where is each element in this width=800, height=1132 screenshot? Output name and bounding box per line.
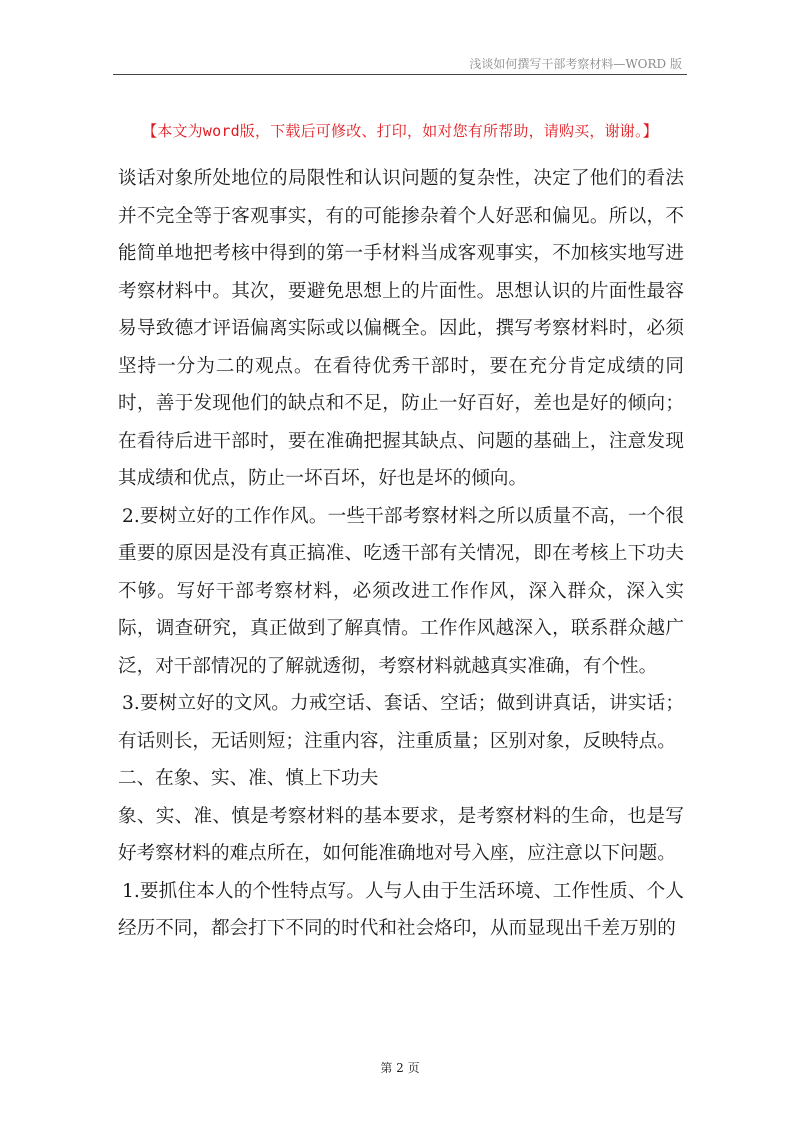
document-body [118,160,684,948]
paragraph: 2.要树立好的工作作风。一些干部考察材料之所以质量不高，一个很重要的原因是没有真正搞准、吃透干部有关情况，即在考核上下功夫不够。写好干部考察材料，必须改进工作作风，深入群众，深入实际，调查研究，真正做到了解真情。工作作风越深入，联系群众越广泛，对干部情况的了解就透彻，考察材料就越真实准确，有个性。 [118,505,684,677]
paragraph: 象、实、准、慎是考察材料的基本要求，是考察材料的生命，也是写好考察材料的难点所在，如何能准确地对号入座，应注意以下问题。 [118,805,684,864]
header-divider [113,74,687,75]
document-header-title: 浅谈如何撰写干部考察材料—WORD 版 [469,57,682,71]
paragraph: 3.要树立好的文风。力戒空话、套话、空话；做到讲真话，讲实话；有话则长，无话则短；注重内容，注重质量；区别对象，反映特点。 [118,693,684,752]
page-number: 第 2 页 [380,1061,420,1075]
section-heading: 二、在象、实、准、慎上下功夫 [118,768,379,789]
paragraph: 谈话对象所处地位的局限性和认识问题的复杂性，决定了他们的看法并不完全等于客观事实，有的可能掺杂着个人好恶和偏见。所以，不能简单地把考核中得到的第一手材料当成客观事实，不加核实地写进考察材料中。其次，要避免思想上的片面性。思想认识的片面性最容易导致德才评语偏离实际或以偏概全。因此，撰写考察材料时，必须坚持一分为二的观点。在看待优秀干部时，要在充分肯定成绩的同时，善于发现他们的缺点和不足，防止一好百好，差也是好的倾向；在看待后进干部时，要在准确把握其缺点、问题的基础上，注意发现其成绩和优点，防止一坏百坏，好也是坏的倾向。 [118,168,684,489]
purchase-notice: 【本文为word版，下载后可修改、打印，如对您有所帮助，请购买，谢谢。】 [142,122,658,140]
paragraph: 1.要抓住本人的个性特点写。人与人由于生活环境、工作性质、个人经历不同，都会打下不同的时代和社会烙印，从而显现出千差万别的 [118,880,684,939]
